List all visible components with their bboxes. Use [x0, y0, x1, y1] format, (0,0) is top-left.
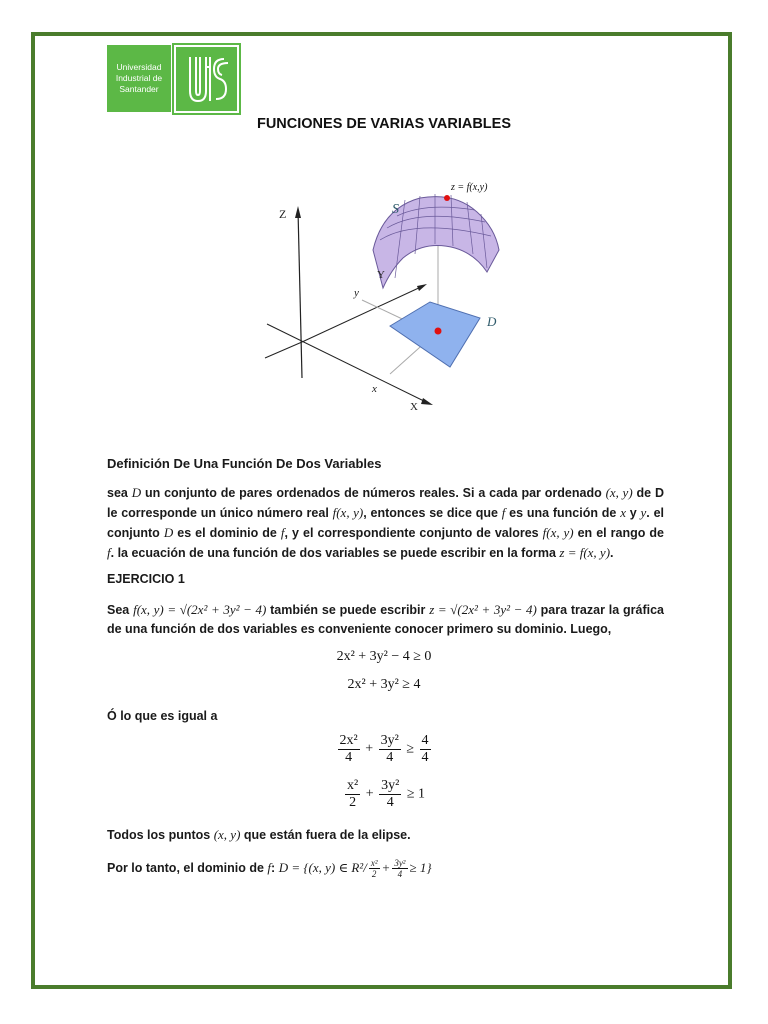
x-variable-label: x — [372, 383, 377, 395]
domain-label: D — [487, 314, 497, 329]
logo-line-1: Universidad — [116, 62, 162, 72]
y-axis-arrow-icon — [417, 284, 427, 291]
function-label: z = f(x,y) — [451, 182, 488, 193]
inequality-3: $\frac{\text{2x²}}{4}$ + $\frac{\text{3y²}}{4}$ ≥ $\frac{4}{4}$ — [339, 733, 429, 765]
logo-line-3: Santander — [119, 84, 159, 94]
domain-region — [390, 302, 480, 367]
surface-label: S — [392, 202, 399, 217]
uis-emblem-icon — [174, 45, 239, 113]
inequality-1: 2x² + 3y² − 4 ≥ 0 — [336, 649, 432, 664]
exercise-paragraph: Sea f(x, y) = √(2x² + 3y² − 4) también se puede escribir z = √(2x² + 3y² − 4) para trazar la gráfica de una función de dos variables es conveniente conocer primero su dominio. Luego, — [107, 602, 665, 636]
x-axis-label: X — [410, 401, 418, 413]
university-logo — [107, 45, 171, 112]
z-axis-label: Z — [279, 207, 287, 221]
logo-line-2: Industrial de — [115, 73, 163, 83]
domain-point — [435, 328, 442, 335]
y-axis-label: Y — [377, 269, 385, 281]
inequality-4: $\frac{\text{x²}}{2}$ + $\frac{\text{3y²}}{4}$ ≥ 1 — [347, 778, 425, 810]
x-axis-arrow-icon — [421, 398, 433, 405]
page-title: FUNCIONES DE VARIAS VARIABLES — [256, 116, 512, 132]
z-axis-arrow-icon — [295, 206, 301, 218]
function-surface-figure — [255, 178, 510, 418]
surface-point — [444, 195, 450, 201]
definition-paragraph: sea D un conjunto de pares ordenados de números reales. Si a cada par ordenado (x, y) de D le corresponde un único número real f(x, y), entonces se dice que f es una función de x y y. el conjunto D es el dominio de f, y el correspondiente conjunto de valores f(x, y) en el rango de f. la ecuación de una función de dos variables se puede escribir en la forma z = f(x, y). — [107, 485, 665, 560]
equivalence-text: Ó lo que es igual a — [107, 709, 218, 723]
z-axis — [298, 210, 302, 378]
exercise-heading: EJERCICIO 1 — [107, 572, 185, 586]
inequality-2: 2x² + 3y² ≥ 4 — [347, 677, 421, 692]
y-variable-label: y — [354, 287, 359, 299]
definition-heading: Definición De Una Función De Dos Variables — [107, 456, 382, 471]
domain-conclusion: Por lo tanto, el dominio de f: D = {(x, y) ∈ R²/ $\frac{\text{x²}}{2}$ + $\frac{\text{3y²}}{4}$ ≥ 1} — [107, 858, 432, 880]
points-statement: Todos los puntos (x, y) que están fuera de la elipse. — [107, 827, 411, 842]
